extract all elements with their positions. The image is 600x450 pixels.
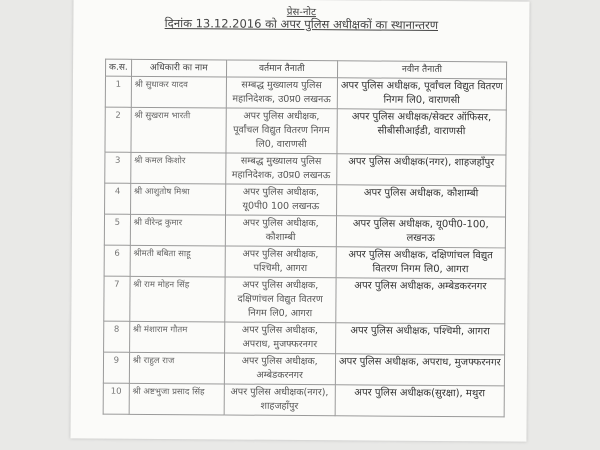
officer-name-cell: श्री राहुल राज [129, 352, 224, 384]
officer-name-cell: श्री आशुतोष मिश्रा [130, 183, 225, 215]
new-posting-cell: अपर पुलिस अधीक्षक, पूर्वांचल विद्युत वितरण निगम लि0, वाराणसी [337, 78, 506, 110]
column-header-name: अधिकारी का नाम [131, 59, 226, 77]
current-posting-cell: अपर पुलिस अधीक्षक, पश्चिमी, आगरा [225, 246, 336, 278]
new-posting-cell: अपर पुलिस अधीक्षक, यू0पी0-100, लखनऊ [336, 216, 505, 248]
officer-name-cell: श्री राम मोहन सिंह [130, 276, 225, 322]
serial-cell: 10 [103, 383, 129, 414]
current-posting-cell: अपर पुलिस अधीक्षक, यू0पी0 100 लखनऊ [225, 184, 336, 216]
current-posting-cell: अपर पुलिस अधीक्षक, कौशाम्बी [225, 215, 336, 247]
transfer-table [103, 59, 507, 418]
serial-cell: 5 [104, 214, 130, 245]
table-row [105, 152, 506, 186]
officer-name-cell: श्री सुखराम भारती [131, 107, 226, 153]
table-row [104, 214, 505, 248]
document-subheading: दिनांक 13.12.2016 को अपर पुलिस अधीक्षकों का स्थानान्तरण [164, 16, 439, 32]
new-posting-cell: अपर पुलिस अधीक्षक, अम्बेडकरनगर [336, 278, 506, 324]
serial-cell: 8 [104, 321, 130, 352]
new-posting-cell: अपर पुलिस अधीक्षक, दक्षिणांचल विद्युत वितरण निगम लि0, आगरा [336, 247, 505, 279]
table-row [104, 321, 505, 355]
serial-cell: 2 [105, 107, 131, 152]
document-page [70, 0, 529, 442]
officer-name-cell: श्री कमल किशोर [130, 152, 225, 184]
serial-cell: 4 [105, 183, 131, 214]
new-posting-cell: अपर पुलिस अधीक्षक(नगर), शाहजहाँपुर [336, 154, 505, 186]
officer-name-cell: श्री मंशाराम गौतम [129, 321, 224, 353]
serial-cell: 6 [104, 245, 130, 276]
current-posting-cell: सम्बद्ध मुख्यालय पुलिस महानिदेशक, उ0प्र0 लखनऊ [225, 153, 336, 185]
column-header-serial: क.स. [105, 59, 131, 76]
current-posting-cell: अपर पुलिस अधीक्षक(नगर), शाहजहाँपुर [224, 384, 335, 416]
officer-name-cell: श्री वीरेन्द्र कुमार [130, 214, 225, 246]
table-row [103, 352, 504, 386]
new-posting-cell: अपर पुलिस अधीक्षक, अपराध, मुजफ्फरनगर [335, 354, 504, 386]
current-posting-cell: अपर पुलिस अधीक्षक, अम्बेडकरनगर [224, 353, 335, 385]
new-posting-cell: अपर पुलिस अधीक्षक, पश्चिमी, आगरा [335, 323, 504, 355]
new-posting-cell: अपर पुलिस अधीक्षक/सेक्टर ऑफिसर, सीबीसीआईडी, वाराणसी [337, 109, 507, 155]
document-heading: प्रेस-नोट [286, 6, 317, 19]
table-row [104, 276, 505, 324]
serial-cell: 7 [104, 276, 130, 321]
new-posting-cell: अपर पुलिस अधीक्षक(सुरक्षा), मथुरा [335, 385, 504, 417]
serial-cell: 3 [105, 152, 131, 183]
officer-name-cell: श्री अष्टभुजा प्रसाद सिंह [129, 383, 224, 415]
current-posting-cell: अपर पुलिस अधीक्षक, अपराध, मुजफ्फरनगर [224, 322, 335, 354]
current-posting-cell: सम्बद्ध मुख्यालय पुलिस महानिदेशक, उ0प्र0 लखनऊ [226, 77, 337, 109]
officer-name-cell: श्री सुधाकर यादव [131, 76, 226, 108]
table-row [104, 245, 505, 279]
current-posting-cell: अपर पुलिस अधीक्षक, दक्षिणांचल विद्युत वितरण निगम लि0, आगरा [225, 277, 336, 323]
table-row [105, 76, 506, 110]
table-row [105, 183, 506, 217]
officer-name-cell: श्रीमती बबिता साहू [130, 245, 225, 277]
current-posting-cell: अपर पुलिस अधीक्षक, पूर्वांचल विद्युत वितरण निगम लि0, वाराणसी [226, 108, 337, 154]
column-header-new-posting: नवीन तैनाती [337, 61, 506, 79]
serial-cell: 1 [105, 76, 131, 107]
table-row [103, 383, 504, 417]
column-header-current-posting: वर्तमान तैनाती [226, 60, 337, 78]
new-posting-cell: अपर पुलिस अधीक्षक, कौशाम्बी [336, 185, 505, 217]
table-row [105, 107, 506, 155]
serial-cell: 9 [103, 352, 129, 383]
